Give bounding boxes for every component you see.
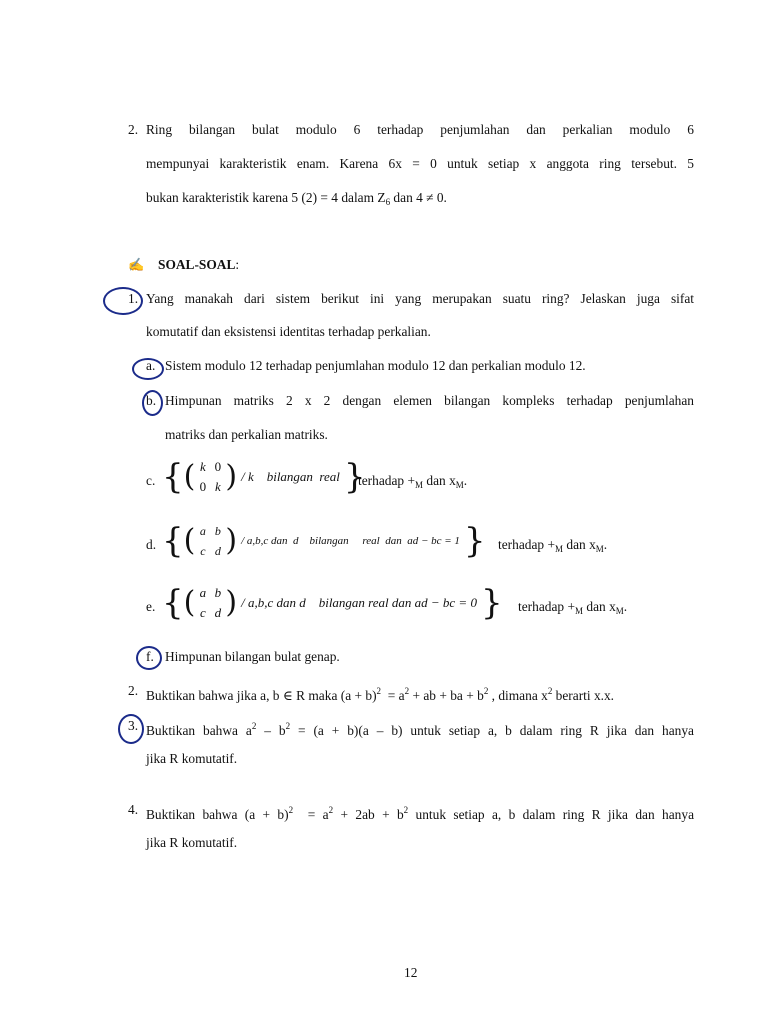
item-number: 1. — [128, 291, 139, 306]
item-number: 2. — [128, 122, 139, 137]
sub-item-label: d. — [146, 537, 157, 552]
section-title: SOAL-SOAL: — [158, 257, 240, 272]
sub-item-label: c. — [146, 473, 156, 488]
item-number: 4. — [128, 802, 139, 817]
paragraph-line: bukan karakteristik karena 5 (2) = 4 dalam $Z_6$ dan 4 ≠ 0. — [146, 190, 447, 207]
set-expression-e: {( a b c d ) / a,b,c dan d bilangan real dan ad − bc = 0 } — [162, 583, 503, 623]
item-number: 2. — [128, 683, 139, 698]
pencil-icon: ✍ — [128, 257, 145, 272]
sub-item-label: b. — [146, 393, 157, 408]
sub-item-label: e. — [146, 599, 156, 614]
paragraph-line: komutatif dan eksistensi identitas terhadap perkalian. — [146, 324, 431, 339]
sub-item-text: matriks dan perkalian matriks. — [165, 427, 328, 442]
paragraph-line: Buktikan bahwa jika a, b ∈ R maka $(a + b)^2 = a^2$ + ab + ba + $b^2$ , dimana $x^2$ berarti x.x. — [146, 686, 615, 703]
paragraph-line: Yang manakah dari sistem berikut ini yang merupakan suatu ring? Jelaskan juga sifat — [146, 291, 694, 306]
sub-item-text: terhadap $+_M$ dan $x_M$. — [358, 473, 468, 490]
paragraph-line: Buktikan bahwa $(a + b)^2 = a^2 + 2ab + b^2$ untuk setiap a, b dalam ring R jika dan hanya — [146, 805, 695, 822]
page-number: 12 — [404, 965, 418, 980]
paragraph-line: Buktikan bahwa $a^2 - b^2 = (a + b)(a - b)$ untuk setiap a, b dalam ring R jika dan hanya — [146, 721, 694, 738]
sub-item-text: terhadap $+_M$ dan $x_M$. — [498, 537, 608, 554]
set-expression-d: {( a b c d ) / a,b,c dan d bilangan real dan ad − bc = 1 } — [162, 521, 486, 561]
paragraph-line: jika R komutatif. — [146, 751, 238, 766]
sub-item-text: terhadap $+_M$ dan $x_M$. — [518, 599, 628, 616]
sub-item-label: a. — [146, 358, 156, 373]
sub-item-text: Himpunan matriks 2 x 2 dengan elemen bilangan kompleks terhadap penjumlahan — [165, 393, 694, 408]
paragraph-line: mempunyai karakteristik enam. Karena 6x = 0 untuk setiap x anggota ring tersebut. 5 — [146, 156, 694, 171]
sub-item-label: f. — [146, 649, 154, 664]
paragraph-line: Ring bilangan bulat modulo 6 terhadap penjumlahan dan perkalian modulo 6 — [146, 122, 694, 137]
set-expression-c: {( k 0 0 k ) / k bilangan real } — [162, 457, 366, 497]
sub-item-text: Himpunan bilangan bulat genap. — [165, 649, 340, 664]
paragraph-line: jika R komutatif. — [146, 835, 238, 850]
item-number: 3. — [128, 718, 139, 733]
sub-item-text: Sistem modulo 12 terhadap penjumlahan modulo 12 dan perkalian modulo 12. — [165, 358, 586, 373]
